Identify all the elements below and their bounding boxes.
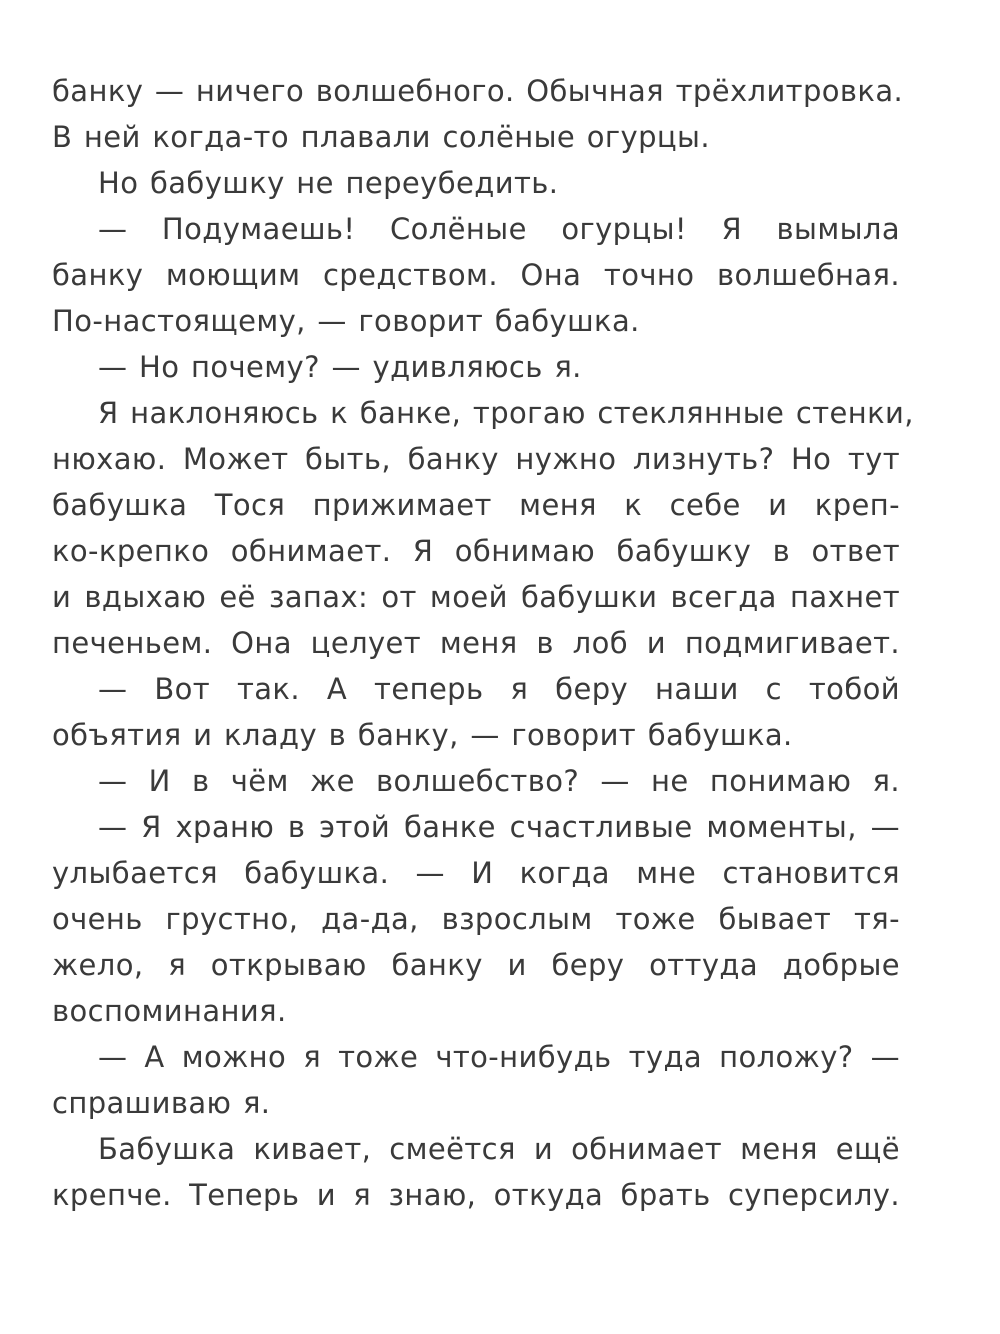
- text-line: По-настоящему, — говорит бабушка.: [52, 304, 640, 338]
- text-line: — А можно я тоже что-нибудь туда положу? —: [98, 1040, 900, 1074]
- text-line: — Вот так. А теперь я беру наши с тобой: [98, 672, 900, 706]
- book-page-text: [52, 68, 914, 1218]
- text-line: банку — ничего волшебного. Обычная трёхлитровка.: [52, 74, 904, 108]
- text-line: крепче. Теперь и я знаю, откуда брать суперсилу.: [52, 1178, 900, 1212]
- text-line: и вдыхаю её запах: от моей бабушки всегда пахнет: [52, 580, 900, 614]
- text-line: спрашиваю я.: [52, 1086, 271, 1120]
- text-line: жело, я открываю банку и беру оттуда добрые: [52, 948, 900, 982]
- text-line: — Но почему? — удивляюсь я.: [98, 350, 582, 384]
- text-line: — Подумаешь! Солёные огурцы! Я вымыла: [98, 212, 900, 246]
- text-line: Я наклоняюсь к банке, трогаю стеклянные стенки,: [98, 396, 914, 430]
- text-line: Бабушка кивает, смеётся и обнимает меня ещё: [98, 1132, 900, 1166]
- text-line: В ней когда-то плавали солёные огурцы.: [52, 120, 710, 154]
- text-line: — И в чём же волшебство? — не понимаю я.: [98, 764, 900, 798]
- text-line: нюхаю. Может быть, банку нужно лизнуть? Но тут: [52, 442, 900, 476]
- text-line: — Я храню в этой банке счастливые моменты, —: [98, 810, 900, 844]
- text-line: Но бабушку не переубедить.: [98, 166, 559, 200]
- text-line: печеньем. Она целует меня в лоб и подмигивает.: [52, 626, 900, 660]
- text-line: улыбается бабушка. — И когда мне становится: [52, 856, 900, 890]
- text-line: банку моющим средством. Она точно волшебная.: [52, 258, 900, 292]
- text-line: объятия и кладу в банку, — говорит бабушка.: [52, 718, 793, 752]
- text-line: очень грустно, да-да, взрослым тоже бывает тя-: [52, 902, 900, 936]
- text-line: воспоминания.: [52, 994, 287, 1028]
- text-line: ко-крепко обнимает. Я обнимаю бабушку в ответ: [52, 534, 900, 568]
- text-line: бабушка Тося прижимает меня к себе и креп-: [52, 488, 900, 522]
